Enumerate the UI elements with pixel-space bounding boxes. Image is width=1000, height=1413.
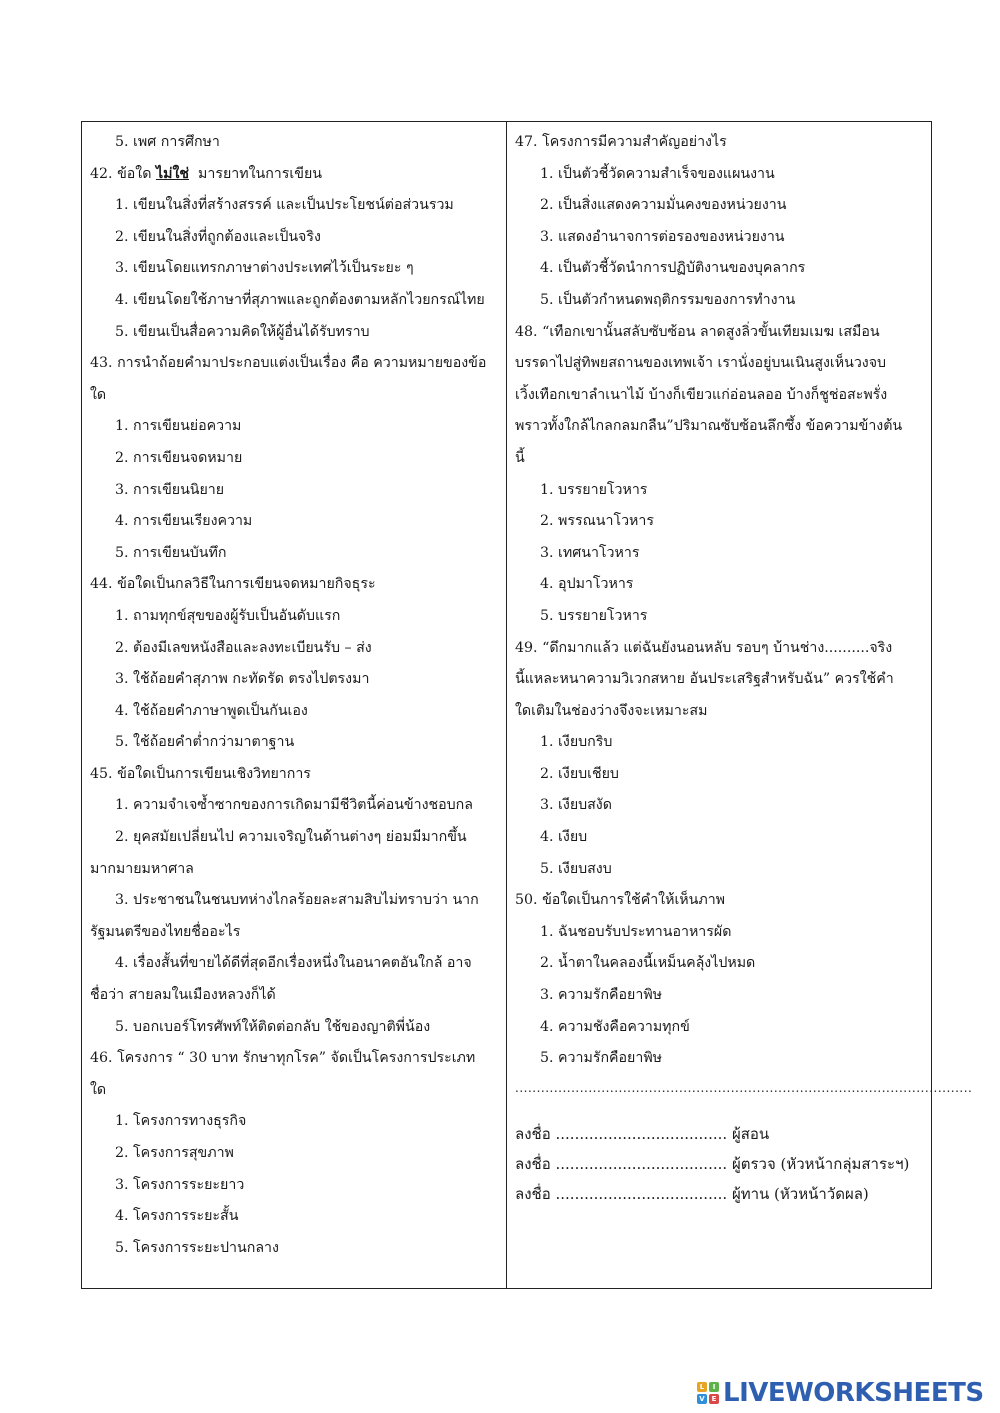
question-text: ใด <box>90 386 107 403</box>
answer-option: 3. โครงการระยะยาว <box>115 1176 245 1193</box>
answer-option: 3. เงียบสงัด <box>540 797 612 814</box>
signature-label: ลงชื่อ <box>515 1124 551 1143</box>
answer-option: 3. เขียนโดยแทรกภาษาต่างประเทศไว้เป็นระยะ ๆ <box>115 260 414 277</box>
answer-option: 4. ใช้ถ้อยคำภาษาพูดเป็นกันเอง <box>115 702 308 719</box>
signature-dots: .................................... <box>555 1184 728 1203</box>
logo-letter: I <box>709 1382 719 1392</box>
question-text: 48. “เทือกเขานั้นสลับซับซ้อน ลาดสูงลิ่วขั้นเทียมเมฆ เสมือน <box>515 323 880 340</box>
answer-option: 3. การเขียนนิยาย <box>115 481 225 498</box>
question-text: ชื่อว่า สายลมในเมืองหลวงก็ได้ <box>90 987 276 1004</box>
question-text: เวิ้งเทือกเขาลำเนาไม้ บ้างก็เขียวแก่อ่อนลออ บ้างก็ชูช่อสะพรั่ง <box>515 386 888 403</box>
right-column <box>507 122 973 1288</box>
signature-role: ผู้สอน <box>731 1124 770 1143</box>
answer-option: 1. เงียบกริบ <box>540 734 613 751</box>
question-prefix: 42. ข้อใด <box>90 165 156 182</box>
logo-letter: E <box>709 1394 719 1404</box>
question-text: มากมายมหาศาล <box>90 860 194 877</box>
signature-dots: .................................... <box>555 1154 728 1173</box>
signature-role: ผู้ตรวจ (หัวหน้ากลุ่มสาระฯ) <box>731 1154 910 1173</box>
left-column <box>82 122 507 1288</box>
answer-option: 5. เป็นตัวกำหนดพฤติกรรมของการทำงาน <box>540 291 796 308</box>
answer-option: 4. อุปมาโวหาร <box>540 576 634 593</box>
answer-option: 2. พรรณนาโวหาร <box>540 513 654 530</box>
question-text: 47. โครงการมีความสำคัญอย่างไร <box>515 134 727 150</box>
liveworksheets-brand <box>697 1378 984 1408</box>
answer-option: 4. เป็นตัวชี้วัดนำการปฏิบัติงานของบุคลากร <box>540 260 806 277</box>
answer-option: 4. โครงการระยะสั้น <box>115 1208 239 1225</box>
right-question-list <box>515 127 925 1075</box>
answer-option: 1. เขียนในสิ่งที่สร้างสรรค์ และเป็นประโยชน์ต่อส่วนรวม <box>115 197 454 214</box>
separator-dots: .......................................................................................................... <box>515 1080 973 1095</box>
answer-option: 5. ความรักคือยาพิษ <box>540 1050 663 1067</box>
question-text: 50. ข้อใดเป็นการใช้คำให้เห็นภาพ <box>515 892 726 909</box>
answer-option: 5. โครงการระยะปานกลาง <box>115 1239 279 1256</box>
signature-label: ลงชื่อ <box>515 1154 551 1173</box>
answer-option: 5. เขียนเป็นสื่อความคิดให้ผู้อื่นได้รับทราบ <box>115 323 370 340</box>
answer-option: 3. เทศนาโวหาร <box>540 544 640 561</box>
answer-option: 4. เรื่องสั้นที่ขายได้ดีที่สุดอีกเรื่องหนึ่งในอนาคตอันใกล้ อาจ <box>115 955 472 972</box>
worksheet-table <box>81 121 973 1289</box>
emphasized-word: ไม่ใช่ <box>155 165 189 182</box>
question-text: 44. ข้อใดเป็นกลวิธีในการเขียนจดหมายกิจธุระ <box>90 576 376 593</box>
answer-option: 2. เป็นสิ่งแสดงความมั่นคงของหน่วยงาน <box>540 197 787 214</box>
answer-option: 3. ใช้ถ้อยคำสุภาพ กะทัดรัด ตรงไปตรงมา <box>115 671 370 688</box>
question-text: นี้ <box>515 449 525 466</box>
answer-option: 5. บรรยายโวหาร <box>540 607 648 624</box>
answer-option: 4. เงียบ <box>540 829 588 846</box>
answer-option: 2. น้ำตาในคลองนี้เหม็นคลุ้งไปหมด <box>540 955 756 972</box>
question-text: 43. การนำถ้อยคำมาประกอบแต่งเป็นเรื่อง คือ ความหมายของข้อ <box>90 355 487 372</box>
answer-option: 2. ต้องมีเลขหนังสือและลงทะเบียนรับ – ส่ง <box>115 639 372 656</box>
answer-option: 5. เงียบสงบ <box>540 860 612 877</box>
answer-option: 1. ถามทุกข์สุขของผู้รับเป็นอันดับแรก <box>115 607 341 624</box>
signature-label: ลงชื่อ <box>515 1184 551 1203</box>
logo-letter: L <box>697 1382 707 1392</box>
question-text: 46. โครงการ “ 30 บาท รักษาทุกโรค” จัดเป็นโครงการประเภท <box>90 1050 476 1067</box>
question-text: นี้แหละหนาความวิเวกสหาย อันประเสริฐสำหรับฉัน” ควรใช้คำ <box>515 671 894 688</box>
question-text: 45. ข้อใดเป็นการเขียนเชิงวิทยาการ <box>90 765 311 782</box>
question-text: ใด <box>90 1081 107 1098</box>
question-text: รัฐมนตรีของไทยชื่ออะไร <box>90 923 241 940</box>
answer-option: 5. ใช้ถ้อยคำต่ำกว่ามาตาฐาน <box>115 734 295 751</box>
answer-option: 2. เงียบเชียบ <box>540 765 619 782</box>
question-text: บรรดาไปสู่ทิพยสถานของเทพเจ้า เรานั่งอยู่บนเนินสูงเห็นวงจบ <box>515 355 887 372</box>
answer-option: 1. ความจำเจซ้ำซากของการเกิดมามีชีวิตนี้ค่อนข้างชอบกล <box>115 797 473 814</box>
answer-option: 1. ฉันชอบรับประทานอาหารผัด <box>540 923 732 940</box>
answer-option: 3. แสดงอำนาจการต่อรองของหน่วยงาน <box>540 228 785 245</box>
answer-option: 1. การเขียนย่อความ <box>115 418 242 435</box>
question-suffix: มารยาทในการเขียน <box>189 165 322 182</box>
answer-option: 2. เขียนในสิ่งที่ถูกต้องและเป็นจริง <box>115 228 321 245</box>
answer-option: 4. การเขียนเรียงความ <box>115 513 253 530</box>
signature-dots: .................................... <box>555 1124 728 1143</box>
answer-option: 1. บรรยายโวหาร <box>540 481 648 498</box>
answer-option: 1. เป็นตัวชี้วัดความสำเร็จของแผนงาน <box>540 165 775 182</box>
answer-option: 5. เพศ การศึกษา <box>115 134 220 150</box>
signature-block <box>515 1119 925 1209</box>
question-text: พราวทั้งใกล้ไกลกลมกลืน”ปริมาณซับซ้อนลึกซึ้ง ข้อความข้างต้น <box>515 418 903 435</box>
answer-option: 2. โครงการสุขภาพ <box>115 1145 234 1161</box>
answer-option: 5. บอกเบอร์โทรศัพท์ให้ติดต่อกลับ ใช้ของญาติพี่น้อง <box>115 1018 431 1035</box>
answer-option: 2. การเขียนจดหมาย <box>115 449 243 466</box>
answer-option: 1. โครงการทางธุรกิจ <box>115 1113 247 1130</box>
question-text <box>90 159 500 191</box>
liveworksheets-logo-icon <box>697 1382 719 1404</box>
logo-letter: V <box>697 1394 707 1404</box>
answer-option: 4. เขียนโดยใช้ภาษาที่สุภาพและถูกต้องตามหลักไวยกรณ์ไทย <box>115 291 485 308</box>
answer-option: 4. ความชังคือความทุกข์ <box>540 1018 690 1035</box>
signature-role: ผู้ทาน (หัวหน้าวัดผล) <box>731 1184 869 1203</box>
answer-option: 3. ความรักคือยาพิษ <box>540 987 663 1004</box>
answer-option: 2. ยุคสมัยเปลี่ยนไป ความเจริญในด้านต่างๆ ย่อมมีมากขึ้น <box>115 829 467 846</box>
signature-line <box>515 1149 925 1179</box>
signature-line <box>515 1119 925 1149</box>
signature-line <box>515 1179 925 1209</box>
answer-option: 3. ประชาชนในชนบทห่างไกลร้อยละสามสิบไม่ทราบว่า นาก <box>115 892 479 909</box>
brand-name: LIVEWORKSHEETS <box>723 1378 984 1408</box>
question-text: 49. “ดึกมากแล้ว แต่ฉันยังนอนหลับ รอบๆ บ้านช่าง..........จริง <box>515 639 893 656</box>
question-text: ใดเติมในช่องว่างจึงจะเหมาะสม <box>515 702 708 719</box>
answer-option: 5. การเขียนบันทึก <box>115 544 227 561</box>
